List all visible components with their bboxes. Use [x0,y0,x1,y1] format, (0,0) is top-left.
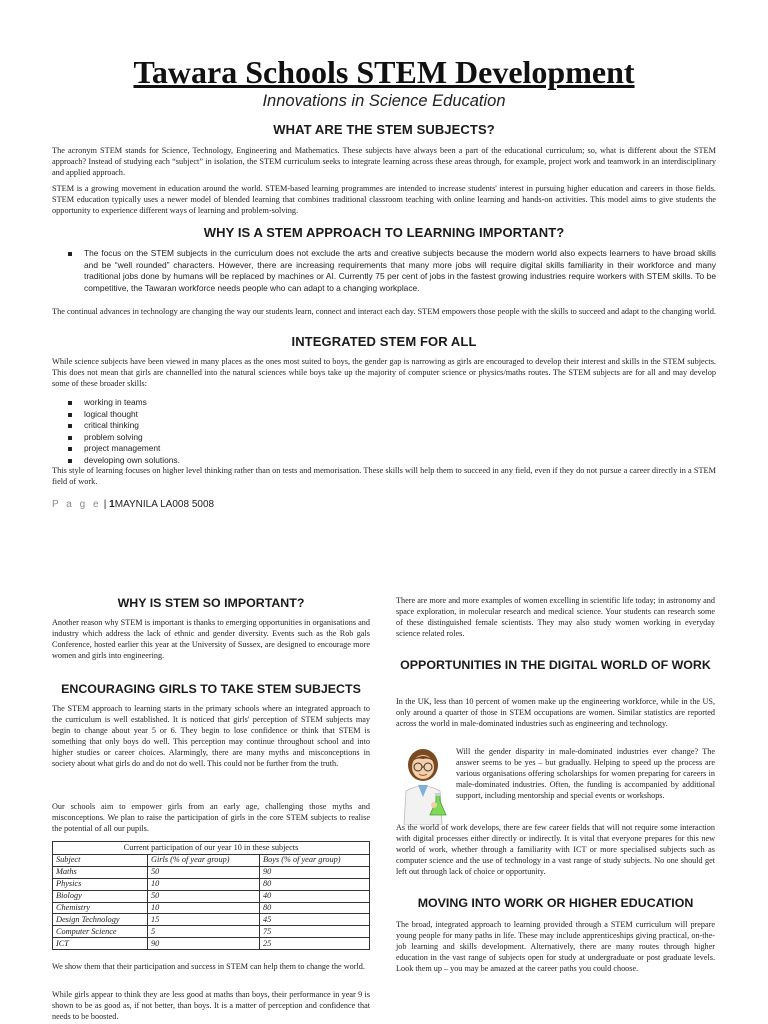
table-cell: Maths [53,866,148,878]
heading-moving-into-work: MOVING INTO WORK OR HIGHER EDUCATION [417,896,694,910]
section-heading-stem-important: WHY IS A STEM APPROACH TO LEARNING IMPORTANT? [203,225,565,240]
table-cell: 90 [260,866,370,878]
table-row [53,902,370,914]
table-row [53,878,370,890]
table-cell: Design Technology [53,914,148,926]
bullet-list-stem-focus [84,248,716,294]
section-heading-integrated-stem: INTEGRATED STEM FOR ALL [291,334,477,349]
skills-list [84,397,716,467]
heading-digital-world: OPPORTUNITIES IN THE DIGITAL WORLD OF WORK [400,658,711,672]
skill-item: critical thinking [84,420,716,432]
table-row [53,890,370,902]
table-cell: 40 [260,890,370,902]
table-cell: 25 [260,938,370,950]
page-footer [52,499,214,511]
skill-item: project management [84,443,716,455]
skill-item: developing own solutions. [84,455,716,467]
paragraph-stem-approach-primary: The STEM approach to learning starts in the primary schools where an integrated approach to the curriculum is well established. It is noticed that girls' perception of STEM subjects may begin to change about year 5 or 6. They begin to lose confidence or think that STEM is something that only boys do well. This perception may continue throughout school and into higher studies or career choices. Alarmingly, there are many myths and misconceptions in society about what girls do and do not do well. This could not be further from the truth. [52,704,370,768]
paragraph-empower-girls: Our schools aim to empower girls from an early age, challenging those myths and misconceptions. We plan to raise the participation of girls in the core STEM subjects to realise the potential of all our pupils. [52,802,370,833]
table-header-cell: Subject [53,855,148,867]
table-cell: 75 [260,926,370,938]
paragraph-change-world: We show them that their participation and success in STEM can help them to change the world. [52,962,365,971]
page-subtitle: Innovations in Science Education [262,92,506,110]
paragraph-gender-disparity: Will the gender disparity in male-dominated industries ever change? The answer seems to be yes – but gradually. Helping to speed up the process are various organisations offering scholarships for women preparing for careers in male-dominated industries. Often, the funding is accompanied by additional support, including mentorship and special events or workshops. [456,747,715,800]
skill-item: working in teams [84,397,716,409]
table-caption: Current participation of our year 10 in these subjects [52,841,370,854]
paragraph-emerging-opportunities: Another reason why STEM is important is thanks to emerging opportunities in organisations and industry which address the lack of ethnic and gender diversity. Events such as the Rob gals Conference, hosted earlier this year at the University of Sussex, are designed to encourage more women and girls into engineering. [52,618,370,660]
page-number: 1 [109,499,115,510]
table-cell: 10 [148,902,260,914]
paragraph-maths-performance: While girls appear to think they are less good at maths than boys, their performance in year 9 is shown to be as good as, if not better, than boys. It is a matter of perception and confidence that needs to be boosted. [52,990,370,1021]
table-cell: Physics [53,878,148,890]
paragraph-broad-approach: The broad, integrated approach to learning provided through a STEM curriculum will prepare young people for many paths in life. These may include apprenticeships giving practical, on-the-job learning and skills development. Alternatively, there are many routes through higher education in the vast range of subjects open for study at undergraduate or post graduate levels. Look them up – you may be amazed at the career paths you could choose. [396,920,715,973]
section-heading-stem-subjects: WHAT ARE THE STEM SUBJECTS? [273,122,495,137]
table-row [53,926,370,938]
paragraph-women-excelling: There are more and more examples of women excelling in scientific life today; in astronomy and space exploration, in molecular research and medical science. Your students can research some of these distinguished female scientists. They may also study women working in everyday science related roles. [396,596,715,638]
footer-code: MAYNILA LA008 5008 [114,499,215,510]
table-cell: 10 [148,878,260,890]
table-cell: 80 [260,902,370,914]
participation-table [52,841,370,950]
table-cell: 80 [260,878,370,890]
table-cell: Biology [53,890,148,902]
page-label: P a g e [52,499,102,510]
page-title: Tawara Schools STEM Development [133,54,635,90]
table-cell: Computer Science [53,926,148,938]
table-cell: 45 [260,914,370,926]
paragraph-stem-acronym: The acronym STEM stands for Science, Technology, Engineering and Mathematics. These subjects have always been a part of the educational curriculum; so, what is different about the STEM approach? Instead of studying each “subject” in isolation, the STEM curriculum seeks to integrate learning across these areas through, for example, project work and teamwork in an interdisciplinary and applied approach. [52,146,716,177]
paragraph-technology-advances: The continual advances in technology are changing the way our students learn, connect and interact each day. STEM empowers those people with the skills to succeed and adapt to the changing world. [52,307,716,316]
paragraph-gender-gap: While science subjects have been viewed in many places as the ones most suited to boys, the gender gap is narrowing as girls are encouraged to develop their interest and skills in the STEM subjects. This does not mean that girls are channelled into the natural sciences while boys take up the majority of computer science or physics/maths routes. The STEM subjects are for all and may develop some of these broader skills: [52,357,716,388]
table-cell: 5 [148,926,260,938]
table-cell: ICT [53,938,148,950]
heading-encouraging-girls: ENCOURAGING GIRLS TO TAKE STEM SUBJECTS [61,682,361,696]
skill-item: logical thought [84,409,716,421]
paragraph-stem-movement: STEM is a growing movement in education around the world. STEM-based learning programmes are intended to increase students' interest in pursuing higher education and careers in those fields. STEM education typically uses a newer model of blended learning that combines traditional classroom teaching with online learning and hands-on activities. This model aims to give students the opportunity to experience different ways of learning and problem-solving. [52,184,716,215]
scientist-illustration [396,745,452,825]
table-cell: 50 [148,890,260,902]
table-cell: Chemistry [53,902,148,914]
heading-why-stem-important: WHY IS STEM SO IMPORTANT? [117,596,305,610]
skill-item: problem solving [84,432,716,444]
table-header-row [53,855,370,867]
bullet-item: The focus on the STEM subjects in the curriculum does not exclude the arts and creative subjects because the modern world also expects learners to have broad skills and be “well rounded” characters. However, there are increasing requirements that many more jobs will require digital skills familiarity in their workforce and many traditional jobs done by humans will be replaced by machines or AI. Currently 75 per cent of jobs in the fastest growing industries require workers with STEM skills. To be competitive, the Tawaran workforce needs people who can adapt to a changing workplace. [84,248,716,293]
paragraph-world-of-work: As the world of work develops, there are few career fields that will not require some interaction with digital processes either directly or indirectly. It is vital that everyone prepares for this new world of work, whether through a familiarity with ICT or more specialised subjects such as computer science and the use of technology in a vast range of study subjects. No one should get left out through lack of choice or opportunity. [396,823,715,876]
footer-separator: | [101,499,110,510]
table-row [53,866,370,878]
paragraph-uk-statistics: In the UK, less than 10 percent of women make up the engineering workforce, while in the US, only around a quarter of those in STEM occupations are women. Similar statistics are reported across the world in male-dominated industries such as engineering and technology. [396,697,715,728]
table-row [53,938,370,950]
table-cell: 90 [148,938,260,950]
table-cell: 15 [148,914,260,926]
table-header-cell: Girls (% of year group) [148,855,260,867]
table-header-cell: Boys (% of year group) [260,855,370,867]
table-cell: 50 [148,866,260,878]
paragraph-higher-level-thinking: This style of learning focuses on higher level thinking rather than on tests and memorisation. These skills will help them to succeed in any field, even if they do not pursue a career directly in a STEM field of work. [52,466,716,486]
table-row [53,914,370,926]
